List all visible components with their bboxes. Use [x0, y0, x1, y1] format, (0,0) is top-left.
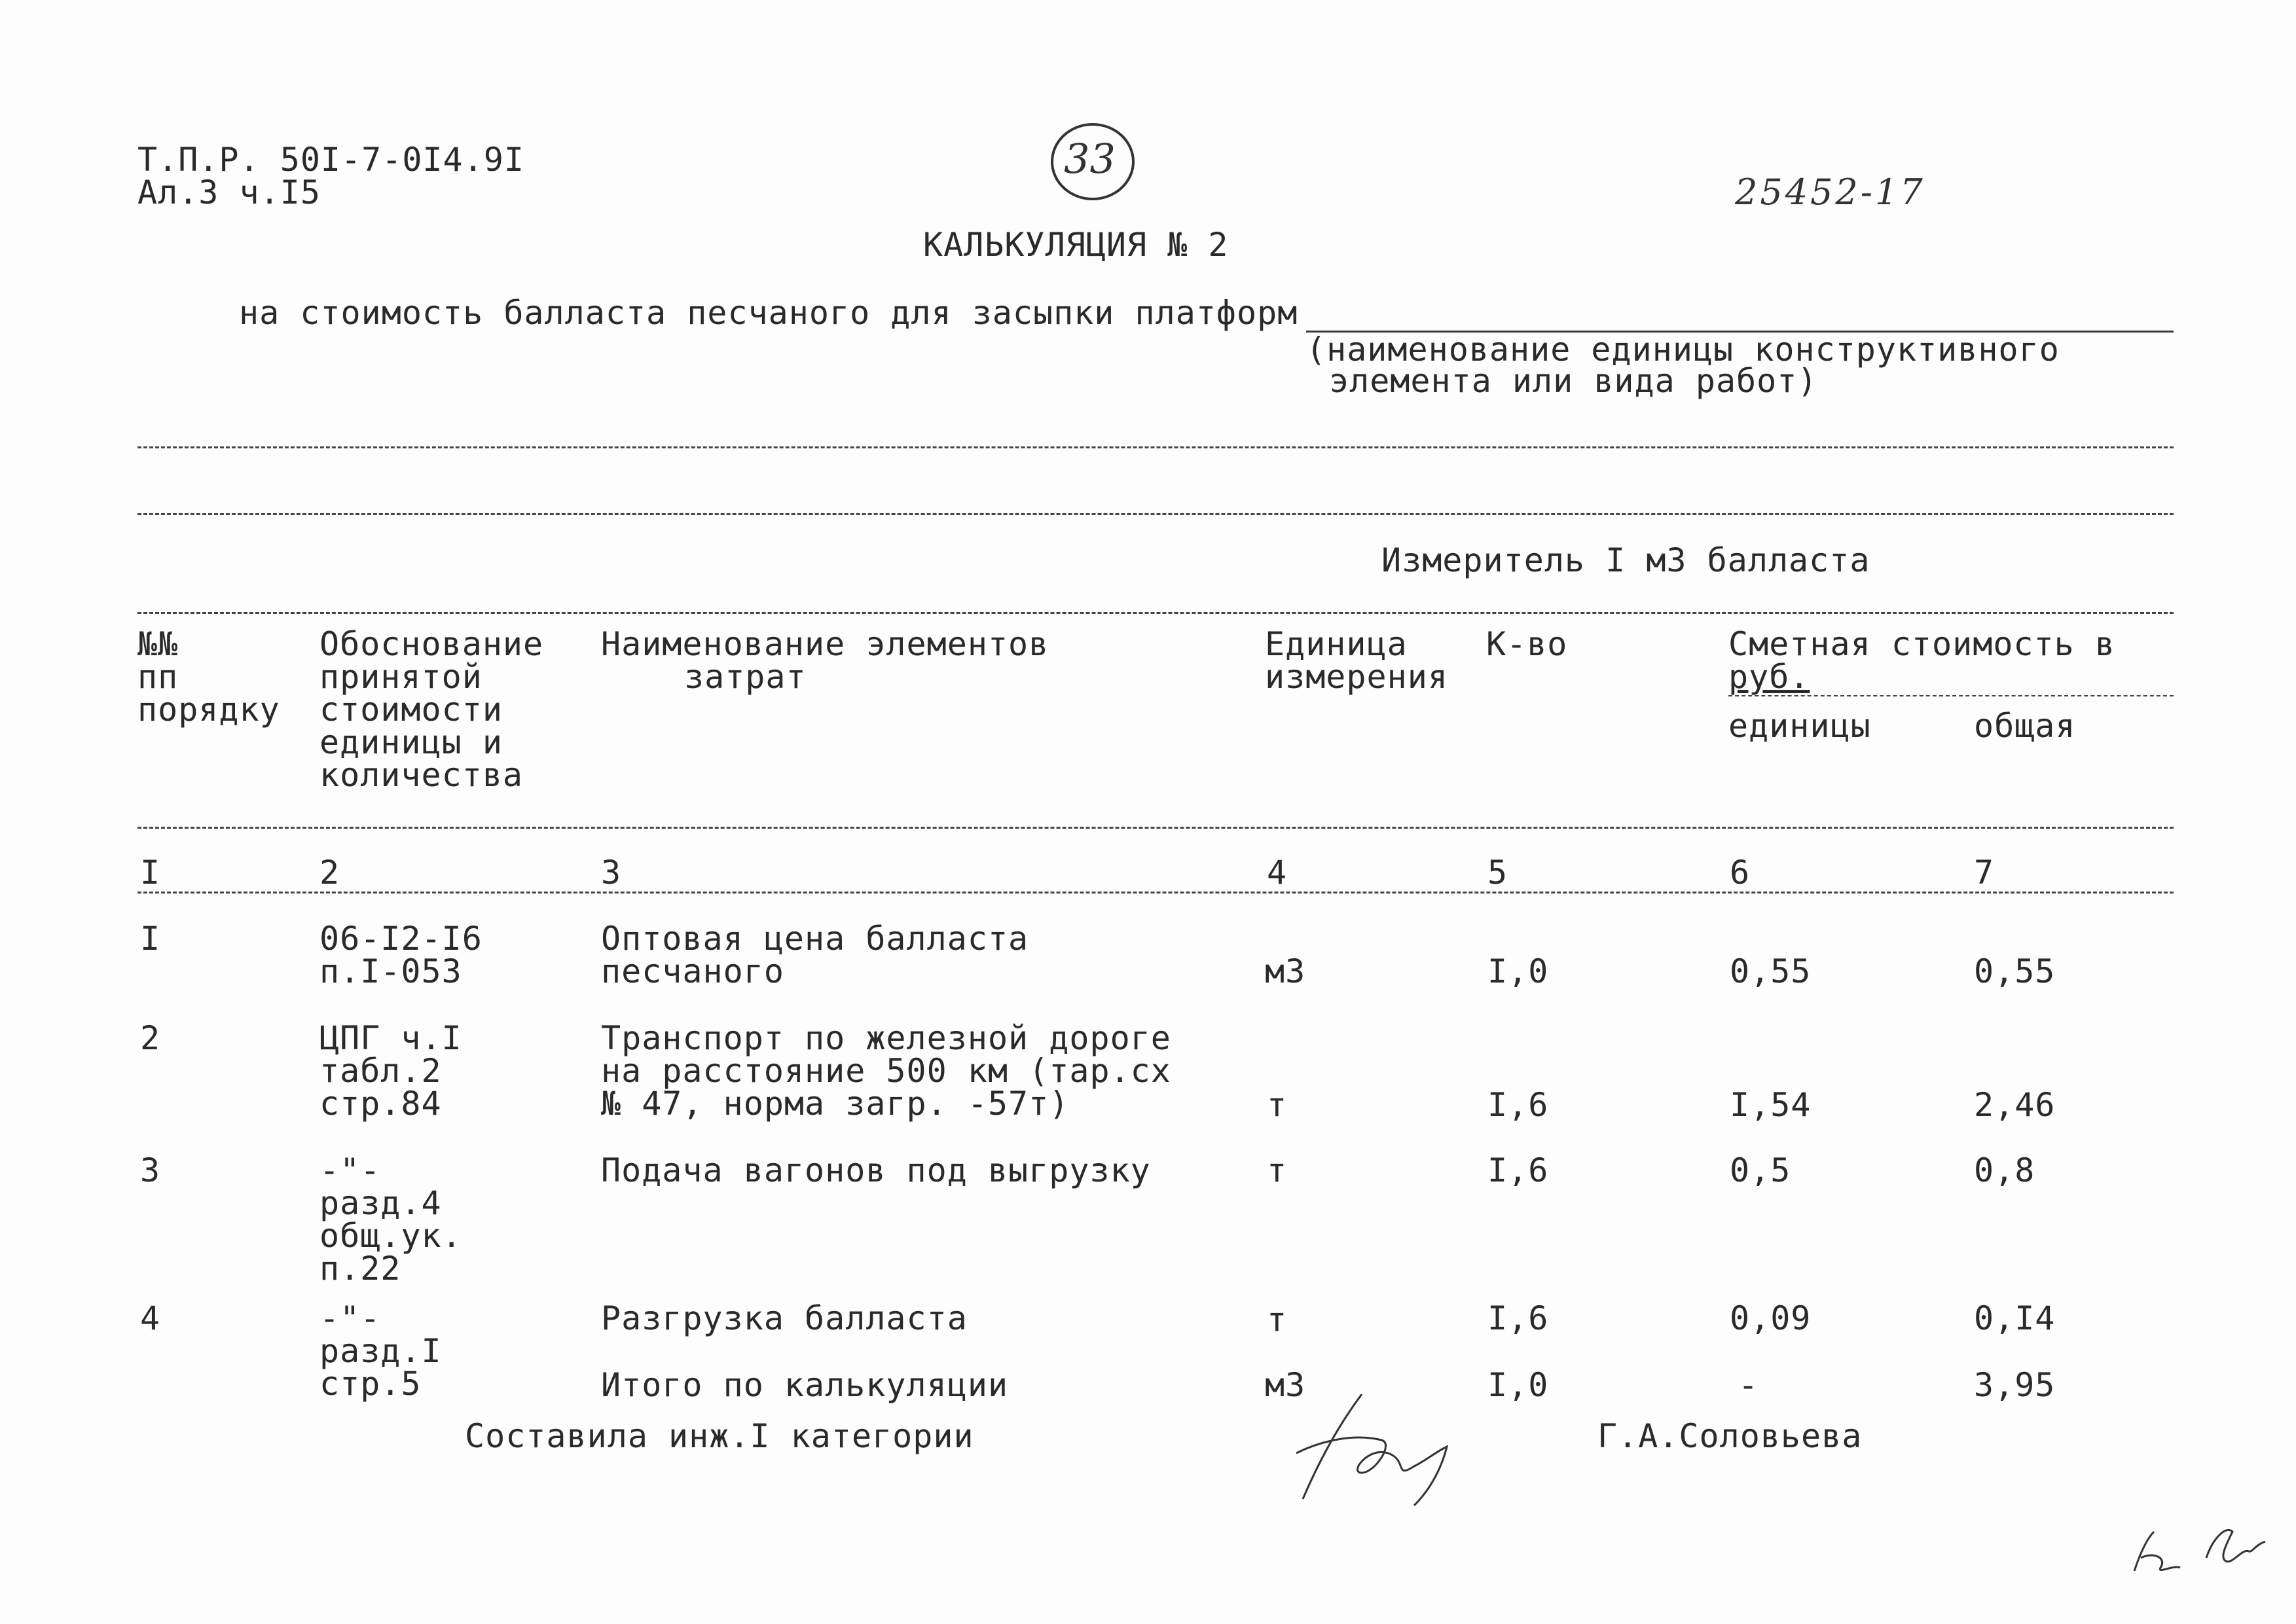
- measure-unit: Измеритель I м3 балласта: [1381, 541, 1870, 579]
- document-reference: Т.П.Р. 50I-7-0I4.9I: [137, 141, 524, 179]
- header-bottom-rule: [137, 827, 2174, 829]
- author-signature: [1283, 1381, 1493, 1512]
- page-number: 33: [1064, 135, 1116, 183]
- author-name: Г.А.Соловьева: [1597, 1417, 1863, 1455]
- divider: [137, 513, 2174, 515]
- archive-number: 25452-17: [1735, 171, 1925, 213]
- subject-hint-line2: элемента или вида работ): [1329, 362, 1818, 400]
- composed-by-label: Составила инж.I категории: [465, 1417, 974, 1455]
- table-top-rule: [137, 612, 2174, 614]
- cost-subheader-rule: [1728, 695, 2174, 696]
- column-header-unit-cost: единицы: [1728, 707, 1871, 745]
- numbers-bottom-rule: [137, 892, 2174, 893]
- subject-hint-line1: (наименование единицы конструктивного: [1306, 331, 2060, 369]
- calculation-title: КАЛЬКУЛЯЦИЯ № 2: [923, 226, 1229, 264]
- corner-initials: [2128, 1512, 2285, 1584]
- calculation-subject: на стоимость балласта песчаного для засыпки платформ: [239, 294, 1298, 332]
- divider: [137, 446, 2174, 448]
- column-header-quantity: К-во: [1486, 625, 1568, 663]
- column-header-total-cost: общая: [1974, 707, 2076, 745]
- album-part-reference: Ал.3 ч.I5: [137, 173, 321, 211]
